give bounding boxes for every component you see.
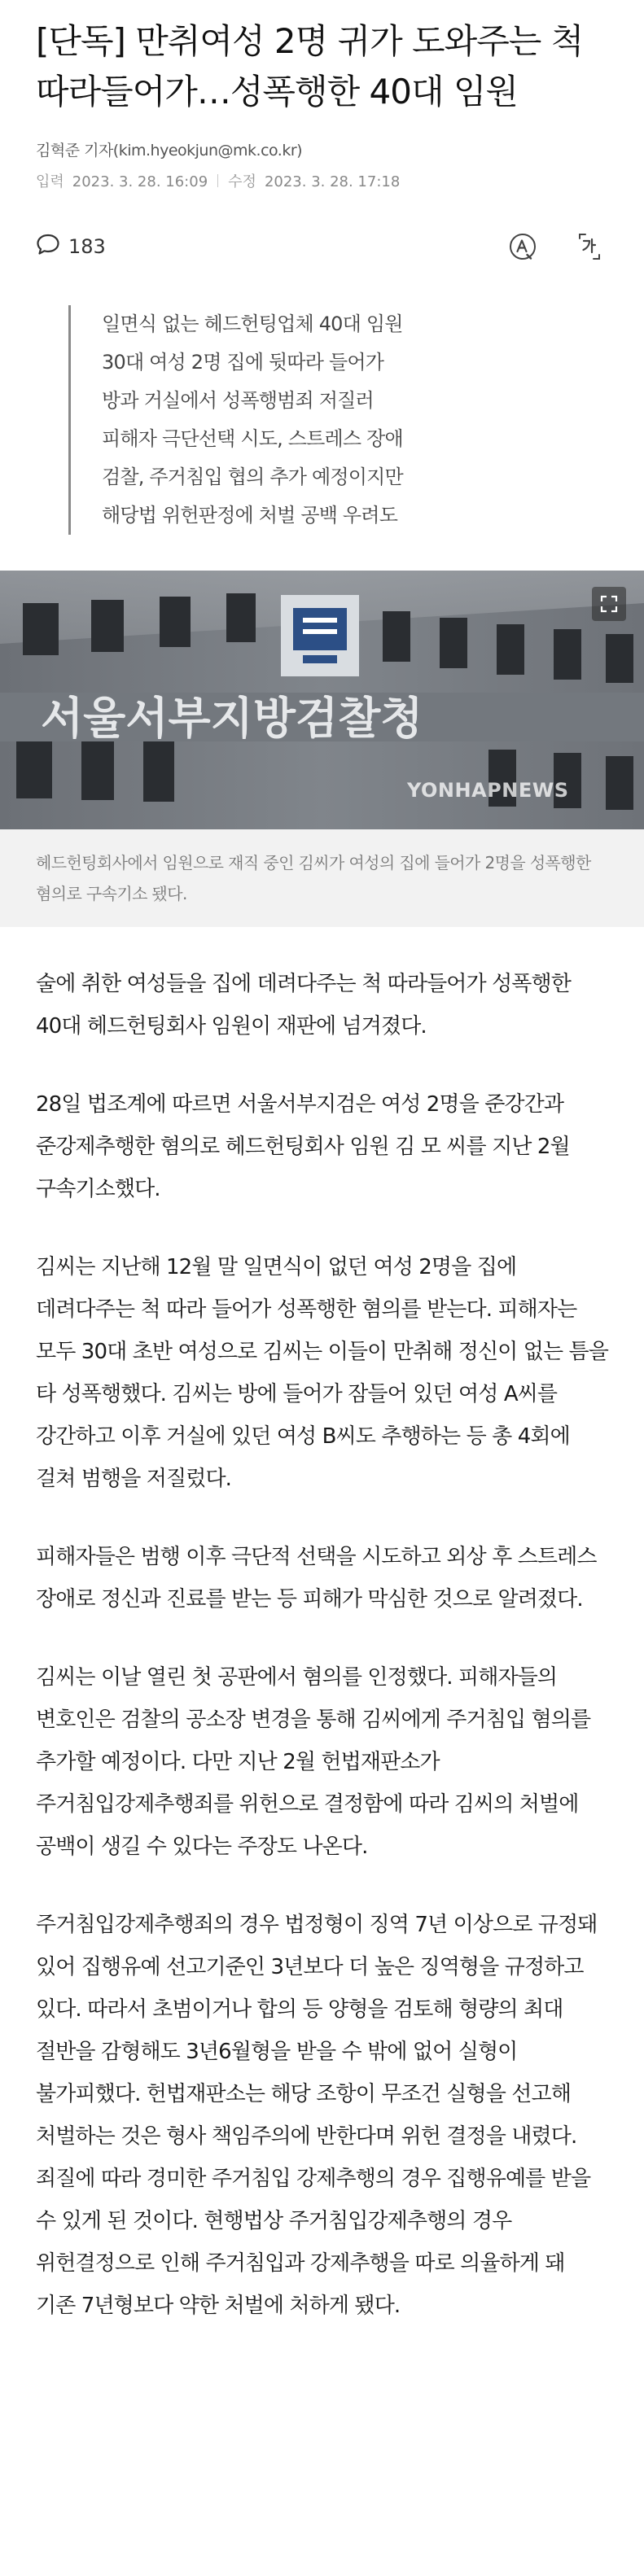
published-value: 2023. 3. 28. 16:09 bbox=[72, 173, 208, 190]
body-paragraph: 28일 법조계에 따르면 서울서부지검은 여성 2명을 준강간과 준강제추행한 혐의로 헤드헌팅회사 임원 김 모 씨를 지난 2월 구속기소했다. bbox=[36, 1092, 570, 1201]
font-size-icon bbox=[507, 231, 538, 262]
reader-tools bbox=[507, 231, 605, 262]
modified-date bbox=[228, 170, 400, 191]
published-date bbox=[36, 170, 208, 191]
body-paragraph: 김씨는 지난해 12월 말 일면식이 없던 여성 2명을 집에 데려다주는 척 따라 들어가 성폭행한 혐의를 받는다. 피해자는 모두 30대 초반 여성으로 김씨는 이들이 만취해 정신이 없는 틈을 타 성폭행했다. 김씨는 방에 들어가 잠들어 있던 여성 A씨를 강간하고 이후 거실에 있던 여성 B씨도 추행하는 등 총 4회에 걸쳐 범행을 저질렀다. bbox=[36, 1255, 608, 1491]
article-headline: [단독] 만취여성 2명 귀가 도와주는 척 따라들어가…성폭행한 40대 임원 bbox=[36, 21, 584, 112]
article-body bbox=[0, 927, 644, 2327]
expand-photo-button[interactable] bbox=[592, 587, 626, 621]
expand-icon bbox=[599, 594, 619, 614]
photo-watermark: YONHAPNEWS bbox=[407, 779, 569, 802]
font-size-button[interactable] bbox=[507, 231, 538, 262]
speech-bubble-icon bbox=[36, 233, 60, 260]
summary-line: 해당법 위헌판정에 처벌 공백 우려도 bbox=[102, 504, 398, 527]
summary-line: 30대 여성 2명 집에 뒷따라 들어가 bbox=[102, 351, 384, 374]
building-sign: 서울서부지방검찰청 bbox=[41, 693, 423, 744]
summary-line: 검찰, 주거침입 협의 추가 예정이지만 bbox=[102, 466, 403, 488]
modified-label: 수정 bbox=[228, 173, 256, 190]
byline[interactable]: 김혁준 기자(kim.hyeokjun@mk.co.kr) bbox=[36, 142, 303, 160]
translate-button[interactable] bbox=[574, 231, 605, 262]
article-toolbar bbox=[36, 229, 608, 265]
comment-count: 183 bbox=[68, 235, 106, 258]
comment-button[interactable] bbox=[36, 233, 106, 260]
photo-caption: 헤드헌팅회사에서 임원으로 재직 중인 김씨가 여성의 집에 들어가 2명을 성폭행한 혐의로 구속기소 됐다. bbox=[0, 829, 644, 927]
body-paragraph: 주거침입강제추행죄의 경우 법정형이 징역 7년 이상으로 규정돼 있어 집행유예 선고기준인 3년보다 더 높은 징역형을 규정하고 있다. 따라서 초범이거나 합의 등 양형을 검토해 형량의 최대 절반을 감형해도 3년6월형을 받을 수 밖에 없어 실형이 불가피했다. 헌법재판소는 해당 조항이 무조건 실형을 선고해 처벌하는 것은 형사 책임주의에 반한다며 위헌 결정을 내렸다. 죄질에 따라 경미한 주거침입 강제추행의 경우 집행유예를 받을 수 있게 된 것이다. 현행법상 주거침입강제추행의 경우 위헌결정으로 인해 주거침입과 강제추행을 따로 의율하게 돼 기존 7년형보다 약한 처벌에 처하게 됐다. bbox=[36, 1913, 598, 2318]
published-label: 입력 bbox=[36, 173, 64, 190]
body-paragraph: 술에 취한 여성들을 집에 데려다주는 척 따라들어가 성폭행한 40대 헤드헌팅회사 임원이 재판에 넘겨졌다. bbox=[36, 972, 571, 1039]
summary-line: 일면식 없는 헤드헌팅업체 40대 임원 bbox=[102, 313, 403, 335]
summary-line: 방과 거실에서 성폭행범죄 저질러 bbox=[102, 389, 374, 412]
date-divider bbox=[217, 174, 218, 187]
article-photo[interactable] bbox=[0, 571, 644, 829]
body-paragraph: 피해자들은 범행 이후 극단적 선택을 시도하고 외상 후 스트레스 장애로 정신과 진료를 받는 등 피해가 막심한 것으로 알려졌다. bbox=[36, 1545, 597, 1612]
modified-value: 2023. 3. 28. 17:18 bbox=[264, 173, 401, 190]
body-paragraph: 김씨는 이날 열린 첫 공판에서 혐의를 인정했다. 피해자들의 변호인은 검찰의 공소장 변경을 통해 김씨에게 주거침입 혐의를 추가할 예정이다. 다만 지난 2월 헌법재판소가 주거침입강제추행죄를 위헌으로 결정함에 따라 김씨의 처벌에 공백이 생길 수 있다는 주장도 나온다. bbox=[36, 1665, 591, 1859]
article-summary bbox=[68, 305, 608, 535]
article-dates bbox=[36, 170, 608, 191]
translate-icon bbox=[574, 231, 605, 262]
summary-line: 피해자 극단선택 시도, 스트레스 장애 bbox=[102, 427, 403, 450]
